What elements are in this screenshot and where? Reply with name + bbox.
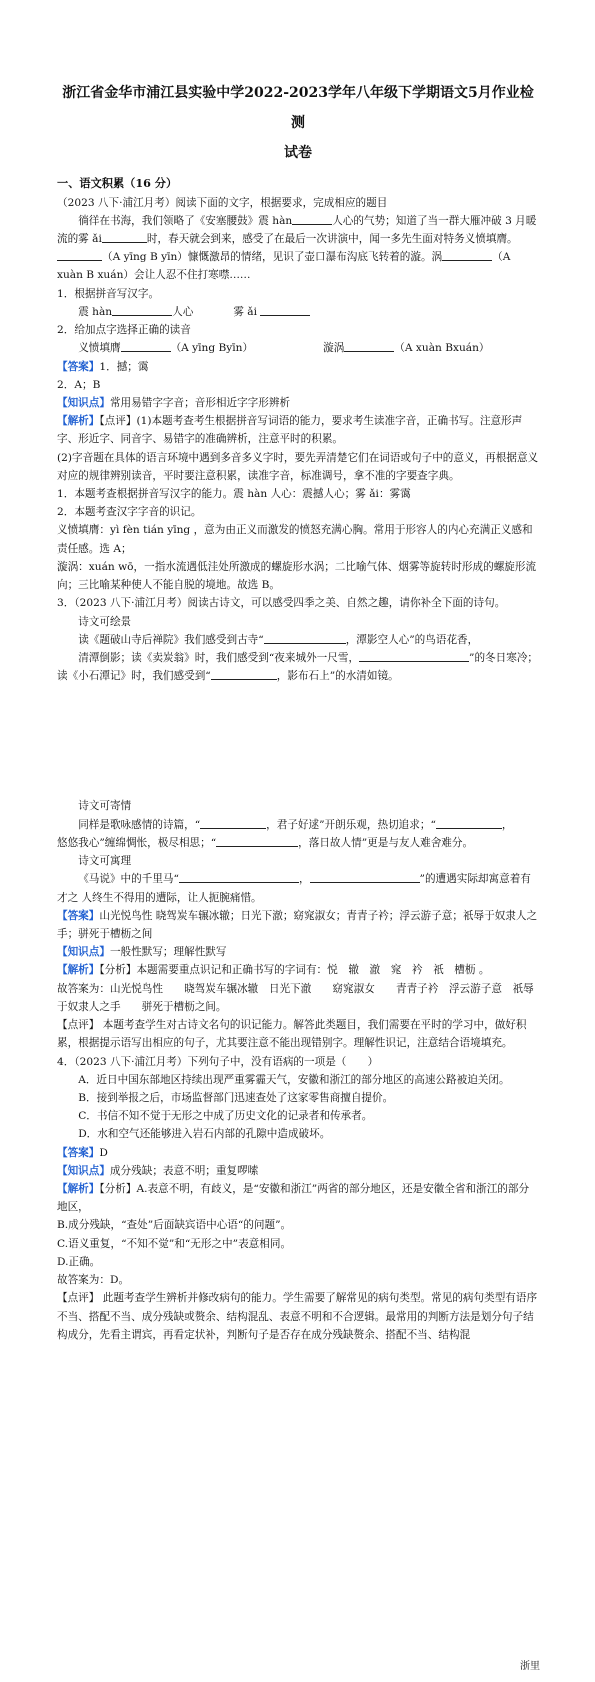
q3-line-4: 同样是歌咏感情的诗篇，“ ，君子好逑”开朗乐观，热切追求；“ ， [78, 818, 513, 831]
q3-line-2: 清潭倒影；读《卖炭翁》时，我们感受到“夜来城外一尺雪， ”的冬日寒冷； [78, 652, 539, 665]
analysis-tag: 【解析】 [57, 964, 100, 977]
q1-intro: （2023 八下·浦江月考）阅读下面的文字，根据要求，完成相应的题目 [57, 196, 388, 209]
q4-analysis-4: D.正确。 [57, 1255, 101, 1268]
knowledge-tag: 【知识点】 [57, 1164, 110, 1177]
answer-blank [442, 249, 492, 261]
answer-blank [436, 817, 502, 829]
q4-knowledge: 【知识点】成分残缺；表意不明；重复啰嗦 [57, 1164, 259, 1177]
q3-line-1: 读《题破山寺后禅院》我们感受到古寺“ ，潭影空人心”的鸟语花香， [78, 633, 479, 646]
blank-space [57, 685, 539, 797]
q3-analysis: 【解析】【分析】本题需要重点识记和正确书写的字词有：悦 辙 澈 窕 衿 祇 槽枥 。 [57, 964, 490, 977]
q1-analysis-4: 2．本题考查汉字字音的识记。 [57, 506, 202, 519]
q4-intro: 4．（2023 八下·浦江月考）下列句子中，没有语病的一项是（ ） [57, 1055, 379, 1068]
answer-blank [310, 871, 420, 883]
page-title-line2: 试卷 [284, 145, 312, 162]
q3-heading-1: 诗文可绘景 [78, 615, 132, 628]
q1-analysis: 【解析】【点评】(1)本题考查考生根据拼音写词语的能力，要求考生读准字音，正确书写。注意形声字、形近字、同音字、易错字的准确辨析，注意平时的积累。 [57, 415, 523, 446]
q4-option-c: C．书信不知不觉于无形之中成了历史文化的记录者和传承者。 [78, 1110, 373, 1123]
q1-analysis-6: 漩涡：xuán wō，一指水流遇低洼处所激成的螺旋形水涡；二比喻气体、烟雾等旋转时形成的螺旋形流向；三比喻某种使人不能自脱的境地。故选 B。 [57, 560, 537, 592]
q1-answer-2: 2．A；B [57, 378, 101, 391]
answer-blank [57, 249, 102, 261]
q3-analysis-2: 故答案为：山光悦鸟性 晓驾炭车辗冰辙 日光下澈 窈窕淑女 青青子衿 浮云游子意 祇辱于奴隶人之手 骈死于槽枥之间。 [57, 982, 534, 1013]
page-title-line1: 浙江省金华市浦江县实验中学2022-2023学年八年级下学期语文5月作业检测 [62, 85, 534, 132]
answer-blank [121, 340, 171, 352]
knowledge-tag: 【知识点】 [57, 396, 110, 409]
q3-line-5: 悠悠我心”缠绵惆怅，极尽相思；“ ，落日故人情”更是与友人难舍难分。 [57, 836, 474, 849]
analysis-tag: 【解析】 [57, 415, 100, 428]
answer-blank [179, 871, 299, 883]
q4-analysis-2: B.成分残缺，“查处”后面缺宾语中心语“的问题”。 [57, 1219, 292, 1232]
q3-heading-2: 诗文可寄情 [78, 800, 132, 813]
q4-answer: 【答案】D [57, 1146, 108, 1159]
page-footer: 浙里 [520, 1661, 540, 1672]
q1-passage: 徜徉在书海，我们领略了《安塞腰鼓》震 hàn 人心的气势；知道了当一群大雁冲破 3 月暖流的雾 ǎi 时，春天就会到来，感受了在最后一次讲演中，闻一多先生面对特务义愤填膺。（A yīng B yīn）慷慨激昂的情绪，见识了壶口瀑布沟底飞转着的漩。涡 （A xuàn B xuán）会让人忍不住打寒噤…… [57, 214, 537, 282]
knowledge-tag: 【知识点】 [57, 946, 110, 959]
answer-blank [344, 340, 394, 352]
q4-analysis: 【解析】【分析】A.表意不明，有歧义，是“安徽和浙江”两省的部分地区，还是安徽全省和浙江的部分地区， [57, 1183, 530, 1214]
q4-option-b: B．接到举报之后，市场监督部门迅速查处了这家零售商擅自提价。 [78, 1091, 394, 1104]
q1-sub1-items: 震 hàn 人心 雾 ǎi [57, 303, 539, 321]
q1-sub2-items: 义愤填膺 （A yīng Byīn） 漩涡 （A xuàn Bxuán） [78, 342, 490, 355]
answer-blank [200, 817, 266, 829]
q3-line-3: 读《小石潭记》时，我们感受到“ ，影布石上”的水清如镜。 [57, 670, 399, 683]
answer-blank [112, 304, 172, 316]
q1-knowledge: 【知识点】常用易错字字音；音形相近字字形辨析 [57, 396, 291, 409]
answer-blank [359, 650, 469, 662]
q3-knowledge: 【知识点】一般性默写；理解性默写 [57, 946, 227, 959]
q4-option-d: D．水和空气还能够进入岩石内部的孔隙中造成破坏。 [78, 1128, 331, 1141]
q1-analysis-5: 义愤填膺：yì fèn tián yīng ，意为由正义而激发的愤怒充满心胸。常用于形容人的内心充满正义感和责任感。选 A； [57, 524, 533, 555]
answer-blank [292, 213, 332, 225]
q1-sub2: 2．给加点字选择正确的读音 [57, 324, 191, 337]
q3-heading-3: 诗文可寓理 [78, 855, 132, 868]
q1-answer: 【答案】1．撼；霭 [57, 360, 149, 373]
answer-blank [264, 632, 346, 644]
q4-option-a: A．近日中国东部地区持续出现严重雾霾天气，安徽和浙江的部分地区的高速公路被迫关闭。 [78, 1073, 510, 1086]
q1-analysis-2: (2)字音题在具体的语言环境中遇到多音多义字时，要先弄清楚它们在词语或句子中的意义，再根据意义对应的规律辨别读音，平时要注意积累，读准字音，标准调号，拿不准的字要查字典。 [57, 451, 539, 482]
q1-analysis-3: 1．本题考查根据拼音写汉字的能力。震 hàn 人心：震撼人心；雾 ǎi：雾霭 [57, 488, 411, 501]
q4-analysis-5: 故答案为：D。 [57, 1274, 130, 1287]
answer-blank [211, 668, 277, 680]
q4-analysis-3: C.语义重复，“不知不觉”和“无形之中”表意相同。 [57, 1237, 292, 1250]
q3-line-6: 《马说》中的千里马“ ， ”的遭遇实际却寓意着有才之 人终生不得用的遭际，让人扼腕痛惜。 [57, 873, 531, 904]
answer-blank [102, 231, 147, 243]
q3-analysis-3: 【点评】 本题考查学生对古诗文名句的识记能力。解答此类题目，我们需要在平时的学习中，做好积累，根据提示语写出相应的句子，尤其要注意不能出现错别字。理解性识记，注意结合语境填充。 [57, 1019, 527, 1050]
q3-intro: 3．（2023 八下·浦江月考）阅读古诗文，可以感受四季之美、自然之趣，请你补全下面的诗句。 [57, 597, 506, 610]
answer-blank [216, 835, 298, 847]
analysis-tag: 【解析】 [57, 1183, 100, 1196]
answer-tag: 【答案】 [57, 360, 100, 373]
section-heading: 一、语文积累（16 分） [57, 176, 178, 191]
q4-analysis-6: 【点评】 此题考查学生辨析并修改病句的能力。学生需要了解常见的病句类型。常见的病句类型有语序不当、搭配不当、成分残缺或赘余、结构混乱、表意不明和不合逻辑。最常用的判断方法是划分句子结构成分，先看主谓宾，再看定状补，判断句子是否存在成分残缺赘余、搭配不当、结构混 [57, 1292, 538, 1341]
q3-answer: 【答案】山光悦鸟性 晓驾炭车辗冰辙；日光下澈；窈窕淑女；青青子衿；浮云游子意；祇辱于奴隶人之手；骈死于槽枥之间 [57, 909, 538, 940]
answer-blank [260, 304, 310, 316]
answer-tag: 【答案】 [57, 909, 100, 922]
document-content [57, 78, 539, 1344]
q1-sub1: 1．根据拼音写汉字。 [57, 287, 160, 300]
answer-tag: 【答案】 [57, 1146, 100, 1159]
